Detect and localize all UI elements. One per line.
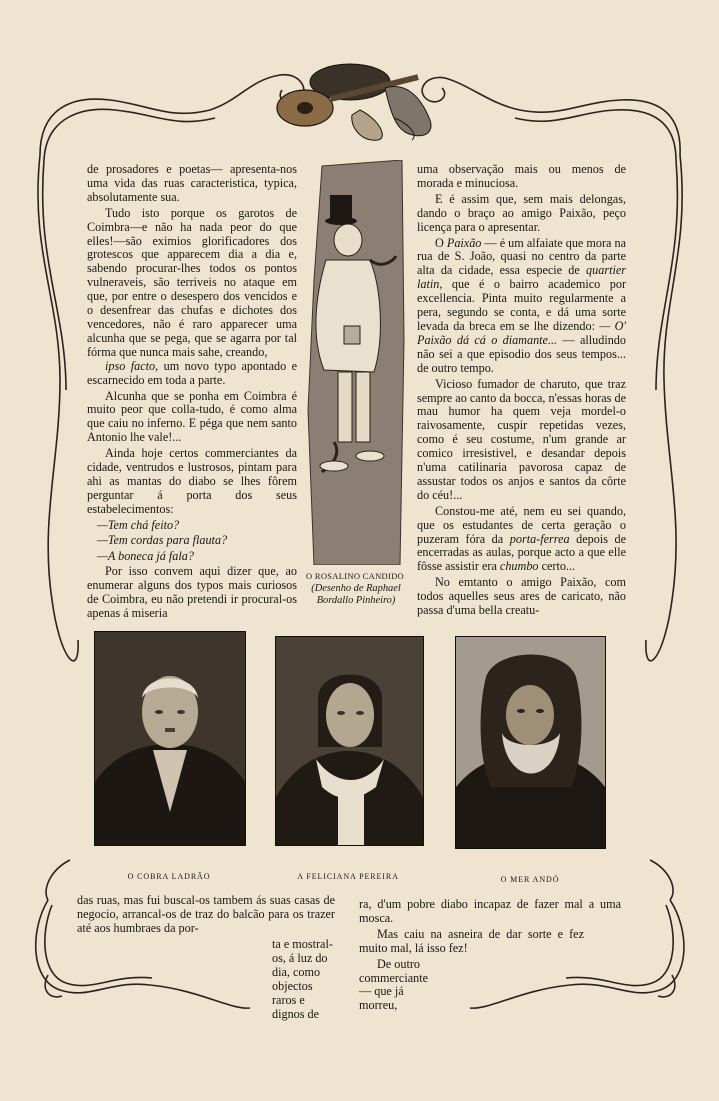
paragraph: ra, d'um pobre diabo incapaz de fazer mal a uma mosca. [359, 897, 621, 925]
photo-caption: A FELICIANA PEREIRA [297, 872, 399, 881]
bottom-left-text [77, 894, 335, 938]
paragraph: Mas caiu na asneira de dar sorte e fez muito mal, lá isso fez! [359, 926, 584, 955]
paragraph: Alcunha que se ponha em Coimbra é muito peor que colla-tudo, é como alma que caiu no inferno. E péga que nem santo Antonio lhe vale!... [87, 388, 297, 445]
italic-quote: — O' Paixão dá cá o diamante... [417, 318, 626, 347]
paragraph: Vicioso fumador de charuto, que traz sempre ao canto da bocca, n'essas horas de mau humor ha quem veja mordel-o raivosamente, cuspir repetidas vezes, como é seu costume, n'um grande ar comico irresistivel, e desandar depois n'uma catilinaria pavorosa capaz de assustar todos os anjos e santos da côrte do céu!... [417, 376, 626, 502]
column-left [87, 163, 297, 623]
photo-cobra-ladrao [94, 631, 246, 846]
text-run: , um novo typo apontado e escarnecido em toda a parte. [87, 358, 298, 387]
text-run: — alludindo não sei a que episodio dos seus tempos... de outro tempo. [417, 332, 626, 375]
photo-caption: O COBRA LADRÃO [127, 872, 211, 881]
text-run: , que é o bairro academico por excellencia. Pinta muito regularmente a pera, segundo se conta, e dá uma sorte levada da breca em se lhe dizendo: [417, 277, 626, 333]
paragraph: Ainda hoje certos commerciantes da cidade, ventrudos e lustrosos, pintam para ahi as mantas do diabo se lhes fôrem perguntar á porta dos seus estabelecimentos: [87, 446, 297, 516]
credit-line: (Desenho de Raphael [311, 583, 401, 594]
dialog-line: —A boneca já fala? [97, 548, 194, 563]
paragraph: Por isso convem aqui dizer que, ao enumerar alguns dos typos mais curiosos de Coimbra, eu não pretendi ir procural-os apenas á miseria [87, 564, 297, 621]
illustration-credit [294, 583, 418, 606]
photo-mer-ando [455, 636, 606, 849]
italic-phrase: porta-ferrea [509, 531, 570, 546]
dialog-line: —Tem cordas para flauta? [97, 533, 228, 548]
bottom-left-narrow [272, 938, 336, 1023]
paragraph: E é assim que, sem mais delongas, dando o braço ao amigo Paixão, peço licença para o apresentar. [417, 191, 626, 234]
photo-feliciana-pereira [275, 636, 424, 846]
text-run: Constou-me até, nem eu sei quando, que os estudantes de certa geração o puzeram fóra da [417, 503, 626, 546]
illustration-rosalino-candido [304, 160, 406, 565]
paragraph [87, 360, 297, 388]
paragraph: uma observação mais ou menos de morada e minuciosa. [417, 162, 626, 190]
column-right [417, 163, 626, 620]
text-run: certo... [541, 559, 576, 574]
credit-line: Bordallo Pinheiro) [316, 594, 396, 606]
paragraph: No emtanto o amigo Paixão, com todos aquelles seus ares de caricato, não passa d'uma bella creatu- [417, 575, 626, 618]
illustration-caption: O ROSALINO CANDIDO [306, 571, 404, 581]
paragraph: de prosadores e poetas— apresenta-nos uma vida das ruas caracteristica, typica, absolutamente sua. [87, 162, 297, 204]
paragraph: De outro commerciante — que já morreu, [359, 956, 429, 1013]
paragraph: ta e mostral-os, á luz do dia, como objectos raros e dignos de [272, 937, 333, 1021]
paragraph: Tudo isto porque os garotos de Coimbra—e não ha nada peor do que elles!—são eximios glorificadores dos grotescos que apparecem dia a dia e, sabendo procurar-lhes todos os pontos vulneraveis, são terriveis no ataque em que, por entre o desespero dos vencidos e o desenfrear das chufas e dichotes dos vencedores, não é raro apparecer uma alcunha que se pega, que se agarra por tal fórma que nunca mais sahe, creando, [87, 205, 297, 359]
top-ornament-still-life [277, 64, 431, 140]
paragraph [417, 237, 626, 376]
italic-name: Paixão [446, 235, 482, 250]
italic-phrase: ipso facto [105, 358, 156, 373]
paragraph [417, 505, 626, 575]
italic-phrase: chumbo [499, 559, 539, 574]
italic-phrase: quartier latin [417, 263, 626, 292]
text-run: — é um alfaiate que mora na rua de S. João, quasi no centro da parte alta da cidade, essa especie de [417, 235, 626, 278]
paragraph: das ruas, mas fui buscal-os tambem ás suas casas de negocio, arrancal-os de traz do balcão para os trazer até aos humbraes da por- [77, 893, 335, 935]
text-run: O [435, 235, 444, 250]
photo-caption: O MER ANDÓ [500, 875, 560, 884]
bottom-right-text [359, 898, 621, 1015]
text-run: depois de encerradas as aulas, porque acto a que elle fôsse assistir era [417, 531, 627, 574]
dialog-line: —Tem chá feito? [97, 517, 180, 532]
